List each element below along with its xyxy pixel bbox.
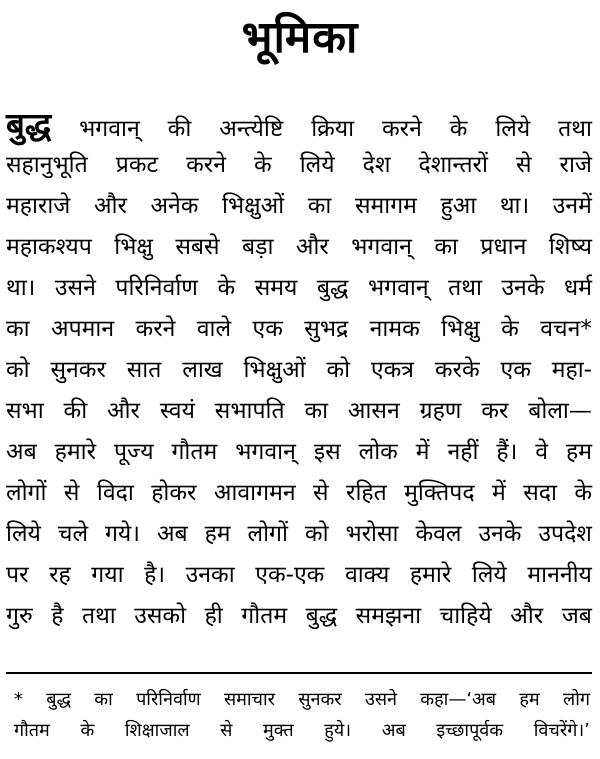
footnote-word: अब: [381, 720, 406, 741]
body-line: [6, 391, 592, 432]
body-word: केवल: [415, 521, 462, 547]
body-word: परिनिर्वाण: [115, 275, 198, 301]
footnote-word: गौतम: [14, 720, 50, 741]
body-word: का: [434, 234, 458, 260]
body-line: [6, 350, 592, 391]
body-word: देशान्तरों: [418, 152, 488, 178]
body-word: सहानुभूति: [6, 152, 88, 178]
footnote-word: समाचार: [223, 689, 276, 710]
body-word: को: [6, 357, 30, 383]
footnote-word: सुनकर: [298, 689, 342, 710]
body-word: अब: [6, 439, 37, 465]
body-word: करने: [135, 316, 176, 342]
footnote-word: परिनिर्वाण: [136, 689, 201, 710]
body-word: महाराजे: [6, 193, 71, 219]
body-word: रहित: [346, 480, 387, 506]
body-word: अपमान: [51, 316, 115, 342]
footnote-word: *: [14, 689, 23, 710]
body-word: सुभद्र: [304, 316, 349, 342]
body-word: कर: [481, 398, 509, 424]
body-word: के: [217, 275, 236, 301]
body-line: [6, 227, 592, 268]
body-word: उनका: [185, 562, 235, 588]
body-word: और: [295, 234, 329, 260]
body-word: मुक्तिपद: [404, 480, 475, 506]
body-word: गुरु: [6, 603, 33, 629]
body-word: लिये: [6, 521, 41, 547]
body-word: राजे: [559, 152, 592, 178]
body-word: उसको: [134, 603, 187, 629]
body-word: विदा: [96, 480, 134, 506]
body-line: [6, 104, 592, 145]
body-word: महा-: [551, 357, 592, 383]
body-word: हुआ: [440, 193, 477, 219]
body-word: होकर: [151, 480, 197, 506]
body-line: [6, 268, 592, 309]
body-line: [6, 514, 592, 555]
footnote-word: इच्छापूर्वक: [436, 720, 504, 741]
body-word: सबसे: [175, 234, 220, 260]
body-word: जब: [561, 603, 592, 629]
body-word: शिष्य: [548, 234, 592, 260]
body-word: लोक: [358, 439, 398, 465]
body-word: नहीं: [447, 439, 479, 465]
body-word: वचन*: [540, 316, 592, 342]
body-word: लिये: [495, 116, 531, 142]
body-word: का: [6, 316, 30, 342]
body-word: भिक्षु: [441, 316, 480, 342]
body-word: भगवान्: [351, 234, 412, 260]
body-word: से: [313, 480, 329, 506]
body-word: के: [501, 316, 519, 342]
body-word: महाकश्यप: [6, 234, 92, 260]
footnote-word: लोग: [563, 689, 590, 710]
body-word: अन्त्येष्टि: [219, 116, 284, 142]
footnote-word: मुक्त: [262, 720, 294, 741]
body-word: उसने: [54, 275, 96, 301]
body-word: तथा: [558, 116, 592, 142]
body-word: हमारे: [409, 562, 452, 588]
body-word: तथा: [81, 603, 116, 629]
body-line: [6, 473, 592, 514]
body-word: में: [492, 480, 506, 506]
page-title: भूमिका: [241, 12, 359, 63]
footnote-word: उसने: [364, 689, 397, 710]
footnote-word: बुद्ध: [46, 689, 71, 710]
body-word: पूज्य: [113, 439, 154, 465]
body-word: और: [107, 398, 140, 424]
body-word: उनके: [501, 275, 545, 301]
body-word: सुनकर: [50, 357, 106, 383]
footnote-word: हुये।: [324, 720, 352, 741]
body-word: को: [304, 521, 329, 547]
footnote-line: [14, 684, 590, 715]
body-word: था।: [499, 193, 530, 219]
body-word: पर: [6, 562, 29, 588]
body-word: एक: [500, 357, 531, 383]
body-word: भिक्षुओं: [243, 357, 306, 383]
body-word: को: [326, 357, 351, 383]
body-word: गया: [91, 562, 124, 588]
body-word: लाख: [182, 357, 223, 383]
body-word: सभा: [6, 398, 44, 424]
body-word: वाले: [196, 316, 232, 342]
body-word: वाक्य: [344, 562, 390, 588]
body-word: तथा: [448, 275, 482, 301]
body-word: भगवान्: [79, 116, 140, 142]
body-word: और: [93, 193, 127, 219]
body-word: हमारे: [54, 439, 97, 465]
dropcap-word: बुद्ध: [6, 105, 52, 144]
body-word: भिक्षुओं: [222, 193, 285, 219]
footnote-word: हम: [519, 689, 540, 710]
body-word: से: [515, 152, 532, 178]
body-word: का: [307, 193, 332, 219]
body-line: [6, 145, 592, 186]
body-word: आवागमन: [213, 480, 296, 506]
body-word: भरोसा: [345, 521, 399, 547]
body-word: अब: [156, 521, 188, 547]
body-word: भगवान्: [367, 275, 429, 301]
body-word: माननीय: [527, 562, 592, 588]
body-word: की: [167, 116, 192, 142]
footnote: [14, 684, 590, 746]
body-word: लिये: [471, 562, 507, 588]
body-word: रह: [49, 562, 71, 588]
body-word: में: [415, 439, 430, 465]
body-word: एकत्र: [370, 357, 415, 383]
body-line: [6, 555, 592, 596]
body-word: गये।: [104, 521, 140, 547]
body-word: सात: [126, 357, 162, 383]
body-word: समय: [254, 275, 298, 301]
body-word: लोगों: [6, 480, 47, 506]
body-word: आसन: [347, 398, 400, 424]
body-word: की: [63, 398, 88, 424]
body-word: धर्म: [564, 275, 592, 301]
body-word: चले: [57, 521, 89, 547]
body-word: सदा: [523, 480, 557, 506]
footnote-word: से: [220, 720, 233, 741]
body-word: से: [63, 480, 80, 506]
body-word: प्रकट: [115, 152, 159, 178]
footnote-word: के: [80, 720, 95, 741]
footnote-line: [14, 715, 590, 746]
body-word: प्रधान: [480, 234, 527, 260]
body-word: और: [510, 603, 544, 629]
body-word: लिये: [299, 152, 335, 178]
body-word: गौतम: [241, 603, 288, 629]
body-word: हम: [566, 439, 592, 465]
body-line: [6, 432, 592, 473]
body-word: भिक्षु: [114, 234, 153, 260]
body-word: करने: [186, 152, 226, 178]
body-word: गौतम: [171, 439, 218, 465]
body-word: समझना: [355, 603, 422, 629]
body-word: था।: [6, 275, 36, 301]
body-line: [6, 309, 592, 350]
body-word: है।: [144, 562, 166, 588]
body-word: नामक: [369, 316, 420, 342]
body-word: समागम: [354, 193, 417, 219]
body-word: के: [449, 116, 468, 142]
body-word: के: [254, 152, 272, 178]
body-word: अनेक: [150, 193, 199, 219]
body-word: उनके: [478, 521, 522, 547]
body-word: ही: [204, 603, 223, 629]
body-paragraph: [6, 104, 592, 637]
body-word: बुद्ध: [305, 603, 338, 629]
footnote-word: का: [94, 689, 113, 710]
body-word: सभापति: [214, 398, 285, 424]
footnote-divider: [6, 672, 592, 674]
body-word: उनमें: [552, 193, 592, 219]
body-word: उपदेश: [538, 521, 592, 547]
body-word: करके: [434, 357, 480, 383]
body-word: करने: [382, 116, 422, 142]
body-word: क्रिया: [311, 116, 355, 142]
body-word: हैं।: [496, 439, 518, 465]
body-word: एक: [252, 316, 283, 342]
body-word: का: [304, 398, 329, 424]
body-word: देश: [362, 152, 391, 178]
body-word: ग्रहण: [419, 398, 462, 424]
footnote-word: विचरेंगे।’: [533, 720, 590, 741]
body-word: बोला—: [528, 398, 592, 424]
footnote-word: कहा—‘अब: [420, 689, 497, 710]
body-line: [6, 596, 592, 637]
body-word: चाहिये: [439, 603, 492, 629]
body-word: लोगों: [247, 521, 288, 547]
body-word: हम: [204, 521, 231, 547]
body-word: एक-एक: [255, 562, 325, 588]
body-word: वे: [535, 439, 549, 465]
body-word: बुद्ध: [316, 275, 349, 301]
body-word: भगवान्: [235, 439, 296, 465]
body-word: के: [574, 480, 592, 506]
body-line: [6, 186, 592, 227]
footnote-word: शिक्षाजाल: [124, 720, 190, 741]
body-word: स्वयं: [159, 398, 195, 424]
body-word: है: [51, 603, 64, 629]
body-word: इस: [313, 439, 341, 465]
body-word: बड़ा: [242, 234, 274, 260]
